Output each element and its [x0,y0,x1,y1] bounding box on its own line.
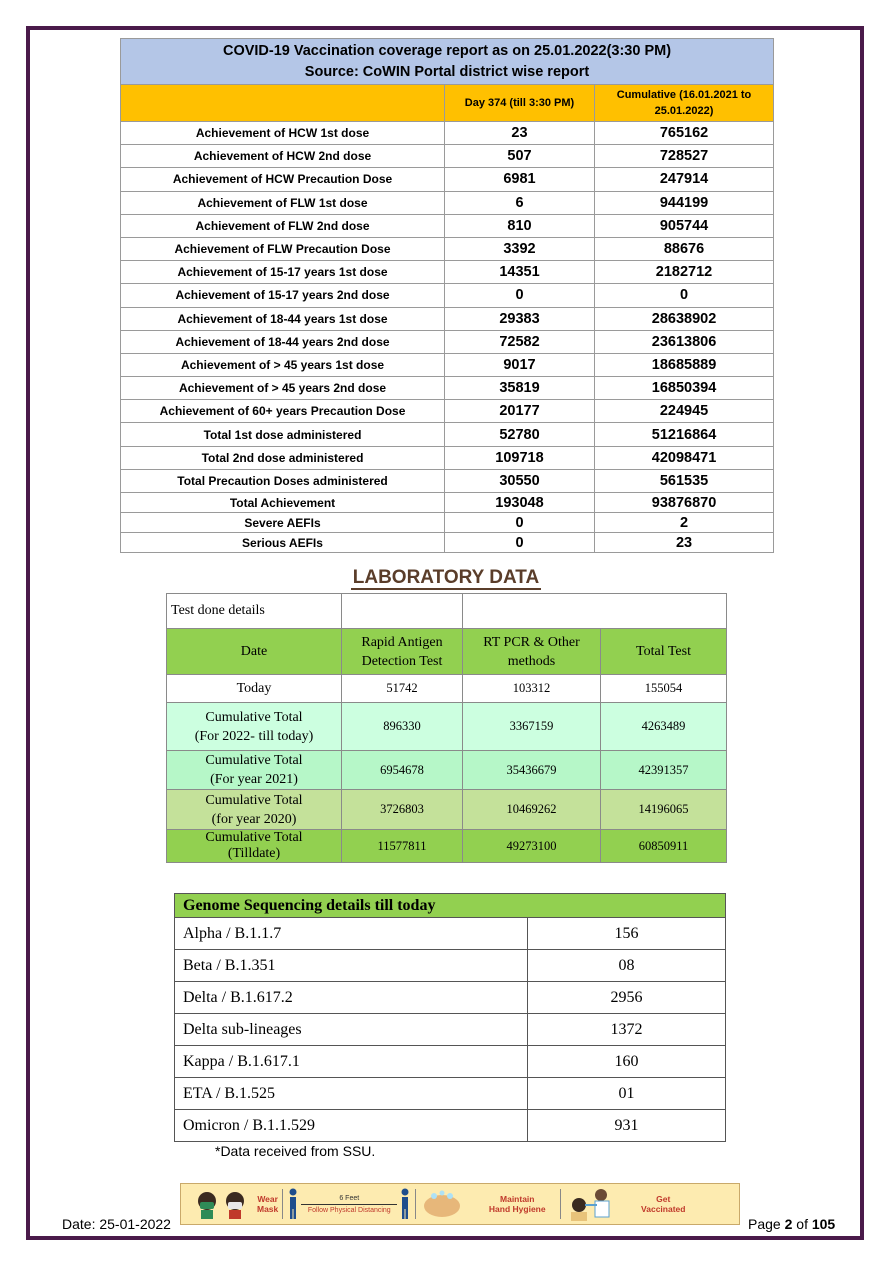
vaccination-row-label: Achievement of 18-44 years 2nd dose [121,330,445,353]
vaccination-header-row [121,85,774,122]
distance-top-label: 6 Feet [339,1194,360,1202]
genome-body [175,918,726,1142]
genome-variant-count: 08 [528,950,726,982]
page-of: of [796,1216,808,1232]
get-vaccinated-segment [565,1184,693,1224]
vaccination-cumulative-value: 23613806 [595,330,774,353]
vaccination-row [121,400,774,423]
genome-footnote: *Data received from SSU. [215,1143,376,1159]
lab-col-rapid-line1: Rapid Antigen [361,634,443,650]
header-cumulative-line1: Cumulative (16.01.2021 to [616,89,752,101]
genome-variant-name: Delta sub-lineages [175,1014,528,1046]
vaccination-row-label: Achievement of 60+ years Precaution Dose [121,400,445,423]
vaccination-row [121,122,774,145]
lab-row-label-line2: (Tilldate) [227,846,281,861]
lab-cell-rapid: 3726803 [342,790,463,830]
genome-variant-name: Alpha / B.1.1.7 [175,918,528,950]
vaccinated-line1: Get [656,1194,671,1204]
genome-table [174,893,726,1142]
wear-mask-line1: Wear [257,1194,278,1204]
vaccination-cumulative-value: 944199 [595,191,774,214]
hygiene-line1: Maintain [500,1194,535,1204]
vaccination-row-label: Severe AEFIs [121,513,445,533]
vaccination-cumulative-value: 23 [595,533,774,553]
vaccination-cumulative-value: 42098471 [595,446,774,469]
vaccination-row [121,423,774,446]
lab-empty-cell [342,594,463,629]
vaccination-cumulative-value: 0 [595,284,774,307]
vaccination-day-value: 72582 [445,330,595,353]
vaccinated-line2: Vaccinated [641,1204,686,1214]
safety-banner [180,1183,740,1225]
vaccination-cumulative-value: 93876870 [595,493,774,513]
vaccination-row-label: Achievement of FLW 2nd dose [121,214,445,237]
vaccination-row [121,237,774,260]
banner-divider [560,1189,561,1219]
distancing-segment [287,1184,411,1224]
vaccination-row [121,469,774,492]
genome-variant-count: 01 [528,1078,726,1110]
distance-arrow-line [301,1204,397,1205]
genome-row [175,1110,726,1142]
lab-row [167,751,727,790]
vaccination-row [121,284,774,307]
vaccination-row [121,513,774,533]
distance-indicator [299,1195,399,1214]
vaccination-row-label: Serious AEFIs [121,533,445,553]
vaccination-title-line1: COVID-19 Vaccination coverage report as on 25.01.2022(3:30 PM) [222,43,672,59]
vaccination-day-value: 507 [445,145,595,168]
lab-cell-rapid: 51742 [342,675,463,703]
vaccination-day-value: 35819 [445,377,595,400]
vaccination-day-value: 23 [445,122,595,145]
vaccination-cumulative-value: 2182712 [595,261,774,284]
lab-row [167,790,727,830]
vaccination-day-value: 29383 [445,307,595,330]
wear-mask-segment [181,1184,278,1224]
lab-row-label-line1: Cumulative Total [205,709,303,725]
vaccination-day-value: 0 [445,513,595,533]
vaccination-cumulative-value: 561535 [595,469,774,492]
person-icon [399,1188,411,1220]
lab-row-label [167,703,342,751]
footer-date: Date: 25-01-2022 [62,1216,171,1232]
lab-row [167,703,727,751]
vaccination-cumulative-value: 728527 [595,145,774,168]
genome-row [175,1078,726,1110]
hand-wash-icon [420,1188,464,1220]
vaccination-cumulative-value: 18685889 [595,353,774,376]
vaccination-row-label: Achievement of HCW 2nd dose [121,145,445,168]
genome-row [175,1046,726,1078]
distance-bottom-label: Follow Physical Distancing [307,1206,391,1214]
vaccination-row-label: Achievement of 18-44 years 1st dose [121,307,445,330]
lab-col-total: Total Test [601,629,727,675]
lab-cell-rapid: 896330 [342,703,463,751]
vaccination-row [121,191,774,214]
header-cumulative [595,85,774,122]
genome-variant-name: Kappa / B.1.617.1 [175,1046,528,1078]
lab-col-rtpcr-line1: RT PCR & Other [483,634,580,650]
wear-mask-label [257,1194,278,1214]
lab-row-label [167,830,342,863]
genome-row [175,950,726,982]
lab-row-label-line1: Cumulative Total [205,753,303,768]
page-current: 2 [784,1216,793,1232]
lab-cell-total: 4263489 [601,703,727,751]
vaccination-row [121,330,774,353]
lab-cell-rtpcr: 35436679 [463,751,601,790]
vaccination-row-label: Achievement of HCW Precaution Dose [121,168,445,191]
genome-variant-count: 156 [528,918,726,950]
lab-cell-total: 155054 [601,675,727,703]
lab-cell-rtpcr: 10469262 [463,790,601,830]
lab-row-label-line1: Cumulative Total [205,830,303,845]
vaccination-row [121,446,774,469]
vaccination-row [121,145,774,168]
lab-row-label-line1: Today [236,681,272,696]
vaccination-day-value: 3392 [445,237,595,260]
lab-col-rtpcr-line2: methods [507,653,556,669]
lab-row-label-line2: (for year 2020) [211,811,297,827]
vaccination-row-label: Total 2nd dose administered [121,446,445,469]
vaccination-day-value: 6 [445,191,595,214]
genome-variant-name: Delta / B.1.617.2 [175,982,528,1014]
vaccination-cumulative-value: 224945 [595,400,774,423]
genome-variant-count: 160 [528,1046,726,1078]
vaccination-row-label: Total Precaution Doses administered [121,469,445,492]
vaccination-row-label: Achievement of FLW Precaution Dose [121,237,445,260]
hand-hygiene-segment [420,1184,556,1224]
genome-variant-name: Beta / B.1.351 [175,950,528,982]
page-number [748,1216,835,1232]
test-done-details: Test done details [167,594,342,629]
lab-row-label [167,675,342,703]
vaccination-cumulative-value: 16850394 [595,377,774,400]
genome-variant-count: 931 [528,1110,726,1142]
lab-cell-rapid: 11577811 [342,830,463,863]
vaccination-row [121,493,774,513]
lab-row [167,675,727,703]
lab-col-date: Date [167,629,342,675]
lab-row-label-line1: Cumulative Total [205,792,303,808]
vaccination-day-value: 0 [445,284,595,307]
header-empty-cell [121,85,445,122]
lab-table [166,593,727,863]
lab-row-label [167,751,342,790]
lab-col-rapid [342,629,463,675]
vaccination-day-value: 0 [445,533,595,553]
vaccination-icon [565,1187,617,1221]
genome-variant-count: 2956 [528,982,726,1014]
wear-mask-line2: Mask [257,1204,279,1214]
page-total: 105 [811,1216,836,1232]
page-prefix: Page [748,1216,781,1232]
lab-title: LABORATORY DATA [352,567,540,588]
vaccination-row-label: Achievement of > 45 years 2nd dose [121,377,445,400]
vaccination-day-value: 9017 [445,353,595,376]
vaccination-day-value: 193048 [445,493,595,513]
vaccination-row [121,214,774,237]
vaccination-day-value: 52780 [445,423,595,446]
lab-row [167,830,727,863]
header-cumulative-line2: 25.01.2022) [654,105,714,117]
vaccination-source-line: Source: CoWIN Portal district wise report [304,64,590,80]
lab-row-label-line2: (For 2022- till today) [194,728,314,744]
vaccination-cumulative-value: 905744 [595,214,774,237]
hygiene-line2: Hand Hygiene [488,1204,546,1214]
genome-row [175,982,726,1014]
lab-header-row [167,629,727,675]
lab-cell-rtpcr: 49273100 [463,830,601,863]
vaccination-day-value: 810 [445,214,595,237]
genome-row [175,1014,726,1046]
vaccination-row [121,353,774,376]
lab-title-wrap [0,567,892,589]
vaccination-row-label: Achievement of 15-17 years 2nd dose [121,284,445,307]
lab-cell-rapid: 6954678 [342,751,463,790]
person-icon [287,1188,299,1220]
banner-divider [282,1189,283,1219]
vaccination-day-value: 20177 [445,400,595,423]
genome-variant-name: Omicron / B.1.1.529 [175,1110,528,1142]
lab-test-done-row [167,594,727,629]
vaccination-row-label: Achievement of FLW 1st dose [121,191,445,214]
vaccination-title [121,39,774,85]
vaccination-day-value: 109718 [445,446,595,469]
vaccination-row-label: Total 1st dose administered [121,423,445,446]
lab-cell-total: 14196065 [601,790,727,830]
vaccination-row [121,261,774,284]
genome-header-row [175,894,726,918]
genome-title: Genome Sequencing details till today [175,894,726,918]
vaccination-day-value: 30550 [445,469,595,492]
lab-col-rtpcr [463,629,601,675]
vaccination-cumulative-value: 247914 [595,168,774,191]
vaccination-cumulative-value: 28638902 [595,307,774,330]
vaccination-row [121,168,774,191]
vaccination-day-value: 14351 [445,261,595,284]
lab-cell-total: 60850911 [601,830,727,863]
hand-hygiene-label [478,1194,556,1214]
lab-col-rapid-line2: Detection Test [361,653,443,669]
vaccination-row [121,533,774,553]
vaccination-title-row [121,39,774,85]
vaccination-row-label: Total Achievement [121,493,445,513]
vaccination-row-label: Achievement of HCW 1st dose [121,122,445,145]
lab-cell-total: 42391357 [601,751,727,790]
lab-cell-rtpcr: 3367159 [463,703,601,751]
vaccination-row-label: Achievement of 15-17 years 1st dose [121,261,445,284]
get-vaccinated-label [633,1194,693,1214]
mask-people-icon [193,1189,251,1219]
vaccination-table [120,38,774,553]
lab-row-label [167,790,342,830]
vaccination-cumulative-value: 765162 [595,122,774,145]
header-day: Day 374 (till 3:30 PM) [445,85,595,122]
lab-row-label-line2: (For year 2021) [210,772,298,787]
vaccination-row [121,307,774,330]
vaccination-cumulative-value: 51216864 [595,423,774,446]
vaccination-row [121,377,774,400]
vaccination-cumulative-value: 2 [595,513,774,533]
lab-cell-rtpcr: 103312 [463,675,601,703]
vaccination-row-label: Achievement of > 45 years 1st dose [121,353,445,376]
banner-divider [415,1189,416,1219]
lab-empty-cell [463,594,727,629]
vaccination-cumulative-value: 88676 [595,237,774,260]
genome-variant-count: 1372 [528,1014,726,1046]
vaccination-body [121,122,774,553]
genome-row [175,918,726,950]
vaccination-day-value: 6981 [445,168,595,191]
genome-variant-name: ETA / B.1.525 [175,1078,528,1110]
